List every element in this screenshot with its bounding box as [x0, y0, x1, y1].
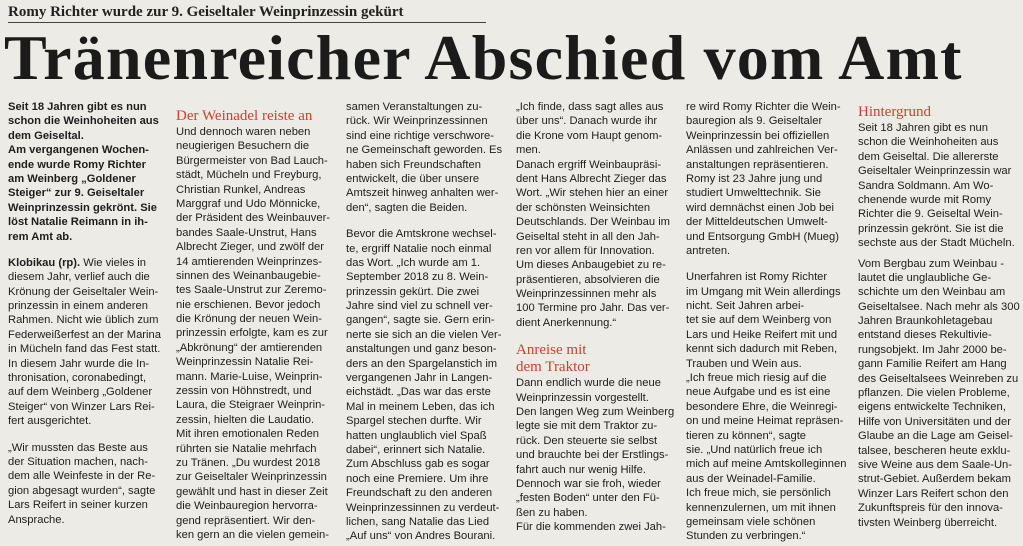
- text-line: sie. „Und natürlich freue ich: [686, 443, 823, 456]
- text-line: der Situation machen, nach-: [8, 455, 148, 468]
- text-line: mich auf meine Amtskolleginnen: [686, 458, 847, 471]
- text-line: Um dieses Anbaugebiet zu re-: [516, 259, 666, 272]
- text-line: Hilfe von Universitäten und der: [858, 415, 1011, 428]
- text-line: Freundschaft zu den anderen: [346, 487, 493, 500]
- text-line: prinzessin gekrönt. Sie ist die: [858, 222, 1004, 235]
- text-line: in Mücheln fand das Fest statt.: [8, 343, 161, 356]
- text-line: Laura, die Steigraer Weinprin-: [176, 399, 326, 412]
- text-line: Sandra Soldmann. Am Wo-: [858, 179, 994, 192]
- text-line: Weinprinzessinnen mehr als: [516, 288, 657, 301]
- column-6: [858, 104, 1018, 530]
- text-line: Jahre sind viel zu schnell ver-: [346, 300, 493, 313]
- text-line: aus der Weinadel-Familie.: [686, 472, 816, 485]
- text-line: den“, sagten die Beiden.: [346, 201, 468, 214]
- text-line: über uns“. Danach wurde ihr: [516, 115, 658, 128]
- text-line: das Wort. „Ich wurde am 1.: [346, 256, 481, 269]
- text-line: sinnen des Weinanbaugebie-: [176, 269, 321, 282]
- text-line: Richter die 9. Geiseltal Wein-: [858, 208, 1003, 221]
- text-line: Geiseltaler Weinprinzessin war: [858, 165, 1012, 178]
- text-line: Weinprinzessin vorgestellt.: [516, 391, 649, 404]
- text-line: ren vor allem für Innovation.: [516, 244, 655, 257]
- text-line: Unerfahren ist Romy Richter: [686, 271, 828, 284]
- text-line: mann. Marie-Luise, Weinprin-: [176, 370, 323, 383]
- text-line: Vom Bergbau zum Weinbau -: [858, 257, 1004, 270]
- paragraph: [686, 270, 848, 543]
- text-line: im Umgang mit Wein allerdings: [686, 285, 841, 298]
- subheading: Der Weinadel reiste an: [176, 108, 313, 124]
- text-line: Deutschlands. Der Weinbau im: [516, 216, 671, 229]
- text-line: schon die Weinhoheiten aus: [8, 115, 159, 128]
- paragraph: [858, 121, 1018, 251]
- text-line: Für die kommenden zwei Jah-: [516, 521, 666, 534]
- text-line: Seit 18 Jahren gibt es nun: [858, 122, 988, 134]
- text-line: „Ich finde, dass sagt alles aus: [516, 101, 664, 113]
- text-line: Krönung der Geiseltaler Wein-: [8, 285, 159, 298]
- text-line: sind eine richtige verschwore-: [346, 129, 494, 142]
- text-line: Spargel stechen durfte. Wir: [346, 415, 482, 428]
- text-line: am Weinberg „Goldener: [8, 172, 136, 185]
- text-line: diesem Jahr, verlief auch die: [8, 271, 150, 284]
- column-4: [516, 100, 676, 535]
- column-3: [346, 100, 508, 544]
- text-line: die Weinbauregion hervorra-: [176, 500, 318, 513]
- text-line: hatten unglaublich viel Spaß: [346, 429, 487, 442]
- text-line: wird demnächst einen Job bei: [686, 201, 835, 214]
- text-line: gewählt und hast in dieser Zeit: [176, 485, 328, 498]
- text-line: Bevor die Amtskrone wechsel-: [346, 228, 497, 241]
- text-line: gend repräsentiert. Wir den-: [176, 514, 316, 527]
- paragraph: [8, 270, 168, 428]
- column-5: [686, 100, 848, 544]
- text-line: Bürgermeister von Bad Lauch-: [176, 154, 328, 167]
- text-line: studiert Umwelttechnik. Sie: [686, 187, 821, 200]
- text-line: rück. Den steuerte sie selbst: [516, 434, 658, 447]
- subheading: dem Traktor: [516, 359, 590, 376]
- text-line: rück. Wir Weinprinzessinnen: [346, 115, 488, 128]
- text-line: gion abgesagt wurden“, sagte: [8, 484, 156, 497]
- text-line: samen Veranstaltungen zu-: [346, 101, 483, 113]
- text-line: kennt sich dadurch mit Reben,: [686, 343, 838, 356]
- text-line: die Krönung der neuen Wein-: [176, 313, 322, 326]
- text-line: dem Geiseltal. Die allererste: [858, 150, 999, 163]
- text-line: Seit 18 Jahren gibt es nun: [8, 101, 147, 113]
- intro-paragraph: [8, 100, 168, 244]
- text-line: „Ich freue mich riesig auf die: [686, 372, 827, 385]
- text-line: löst Natalie Reimann in ih-: [8, 216, 148, 229]
- paragraph: [858, 257, 1018, 530]
- text-line: prinzessin in einem anderen: [8, 300, 148, 313]
- text-line: Winzer Lars Reifert schon den: [858, 487, 1009, 500]
- text-line: Mit ihren emotionalen Reden: [176, 428, 320, 441]
- text-line: lichen, sang Natalie das Lied: [346, 515, 490, 528]
- text-line: Dennoch war sie froh, wieder: [516, 477, 661, 490]
- text-line: anstaltungen repräsentieren.: [686, 158, 829, 171]
- text-line: zessin von Höhnstredt, und: [176, 385, 312, 398]
- text-line: Weinprinzessin Natalie Rei-: [176, 356, 314, 369]
- text-line: dent Hans Albrecht Zieger das: [516, 172, 667, 185]
- text-line: städt, Mücheln und Freyburg,: [176, 169, 322, 182]
- text-line: prinzessin gekürt. Die zwei: [346, 285, 480, 298]
- text-line: Christian Runkel, Andreas: [176, 183, 306, 196]
- paragraph: [346, 227, 508, 544]
- text-line: und brauchte bei der Erstlings-: [516, 449, 669, 462]
- text-line: Stunden zu verbringen.“: [686, 530, 806, 543]
- text-line: Danach ergriff Weinbaupräsi-: [516, 158, 662, 171]
- text-line: rührten sie Natalie mehrfach: [176, 442, 317, 455]
- subheading: Hintergrund: [858, 104, 932, 120]
- text-line: Ansprache.: [8, 513, 65, 526]
- text-line: Zukunftspreis für den innova-: [858, 502, 1003, 515]
- text-line: ders an den Spargelanstich im: [346, 357, 498, 370]
- paragraph: [686, 100, 848, 258]
- text-line: gann Familie Reifert am Hang: [858, 358, 1007, 371]
- text-line: der schönsten Weinsichten: [516, 201, 651, 214]
- text-line: „festen Boden“ unter den Fü-: [516, 492, 660, 505]
- text-line: Marggraf und Udo Mönnicke,: [176, 197, 321, 210]
- text-line: dabei“, erinnert sich Natalie.: [346, 443, 486, 456]
- paragraph: [516, 158, 676, 331]
- text-line: antreten.: [686, 244, 731, 257]
- text-line: Dann endlich wurde die neue: [516, 377, 661, 390]
- text-line: entstand dieses Rekultivie-: [858, 329, 992, 342]
- text-line: ken gern an die vielen gemein-: [176, 528, 329, 541]
- text-line: re wird Romy Richter die Wein-: [686, 101, 841, 113]
- text-line: zessin, hielten die Laudatio.: [176, 413, 315, 426]
- paragraph: [176, 125, 336, 542]
- text-line: schon die Weinhoheiten aus: [858, 136, 999, 149]
- headline: Tränenreicher Abschied vom Amt: [4, 22, 963, 93]
- text-line: bauregion als 9. Geiseltaler: [686, 115, 823, 128]
- text-line: 14 amtierenden Weinprinzes-: [176, 255, 322, 268]
- text-line: gemeinsam viele schönen: [686, 515, 816, 528]
- text-line: noch eine Premiere. Um ihre: [346, 472, 489, 485]
- text-line: „Auf uns“ von Andres Bourani.: [346, 530, 496, 543]
- dateline-line: [8, 256, 168, 270]
- text-line: der Mitteldeutschen Umwelt-: [686, 216, 828, 229]
- text-line: der Präsident des Weinbauver-: [176, 212, 331, 225]
- text-line: Rahmen. Nicht wie üblich zum: [8, 314, 159, 327]
- text-line: Steiger“ zur 9. Geiseltaler: [8, 187, 145, 200]
- text-line: Lars Reifert in seiner kurzen: [8, 499, 148, 512]
- text-line: nicht. Seit Jahren arbei-: [686, 300, 805, 313]
- subheading: Anreise mit: [516, 342, 587, 359]
- text-line: neugierigen Besuchern die: [176, 140, 310, 153]
- text-line: Ich freue mich, sie persönlich: [686, 487, 831, 500]
- text-line: Federweißerfest an der Marina: [8, 328, 161, 341]
- text-line: präsentieren, absolvieren die: [516, 273, 660, 286]
- text-line: In diesem Jahr wurde die In-: [8, 357, 150, 370]
- text-line: neue Aufgabe und es ist eine: [686, 386, 831, 399]
- text-line: on und meine Heimat repräsen-: [686, 415, 844, 428]
- text-line: rungsobjekt. Im Jahr 2000 be-: [858, 343, 1007, 356]
- text-line: „Abkrönung“ der amtierenden: [176, 341, 323, 354]
- text-line: ne Gemeinschaft geworden. Es: [346, 144, 503, 157]
- text-line: Lars und Heike Reifert mit und: [686, 328, 838, 341]
- text-line: auf dem Weinberg „Goldener: [8, 386, 153, 399]
- paragraph: [516, 376, 676, 534]
- text-line: rem Amt ab.: [8, 230, 73, 243]
- text-line: sechste aus der Stadt Mücheln.: [858, 237, 1015, 250]
- text-line: zur Geiseltaler Weinprinzessin: [176, 471, 327, 484]
- text-line: chenende wurde mit Romy: [858, 193, 992, 206]
- paragraph: [346, 100, 508, 215]
- text-line: lautet die unglaubliche Ge-: [858, 271, 992, 284]
- text-line: ende wurde Romy Richter: [8, 158, 147, 171]
- text-line: besondere Ehre, die Weinregi-: [686, 400, 838, 413]
- text-line: die Krone vom Haupt genom-: [516, 129, 663, 142]
- text-line: nerte sie sich an die vielen Ver-: [346, 328, 502, 341]
- text-line: kennenzulernen, um mit ihnen: [686, 501, 836, 514]
- text-line: schichte um den Weinbau am: [858, 286, 1006, 299]
- text-line: Zum Abschluss gab es sogar: [346, 458, 490, 471]
- text-line: ßen zu haben.: [516, 506, 588, 519]
- text-line: „Wir mussten das Beste aus: [8, 441, 148, 454]
- text-line: dient Anerkennung.“: [516, 316, 617, 329]
- text-line: des Geiseltalsees Weinreben zu: [858, 372, 1019, 385]
- text-line: talsee, bescheren heute exklu-: [858, 444, 1011, 457]
- text-line: Weinprinzessinnen zu verdeut-: [346, 501, 500, 514]
- text-line: te, ergriff Natalie noch einmal: [346, 242, 492, 255]
- text-line: strut-Gebiet. Außerdem bekam: [858, 473, 1011, 486]
- text-line: Anlässen und zahlreichen Ver-: [686, 144, 838, 157]
- text-line: Geiseltalsee. Nach mehr als 300: [858, 300, 1020, 313]
- text-line: Steiger“ von Winzer Lars Rei-: [8, 400, 155, 413]
- text-line: Mal in meinem Leben, das ich: [346, 400, 495, 413]
- text-line: dem Geiseltal.: [8, 129, 84, 142]
- text-line: Weinprinzessin gekrönt. Sie: [8, 201, 157, 214]
- text-line: Jahren Braunkohletagebau: [858, 315, 993, 328]
- text-line: und Entsorgung GmbH (Mueg): [686, 230, 839, 243]
- text-line: sive Weine aus dem Saale-Un-: [858, 458, 1013, 471]
- text-line: tet sie auf dem Weinberg von: [686, 314, 832, 327]
- text-line: tieren zu können“, sagte: [686, 429, 807, 442]
- text-line: eichstädt. „Das war das erste: [346, 386, 491, 399]
- text-line: fahrt auch nur wenig Hilfe.: [516, 463, 646, 476]
- text-line: Amtszeit hinweg anhalten wer-: [346, 187, 499, 200]
- text-line: dem alle Weinfeste in der Re-: [8, 470, 156, 483]
- text-line: Albrecht Zieger, und zwölf der: [176, 241, 324, 254]
- text-line: 100 Termine pro Jahr. Das ver-: [516, 302, 670, 315]
- text-line: Glaube an die Lage am Geisel-: [858, 430, 1013, 443]
- text-line: Wort. „Wir stehen hier an einer: [516, 187, 669, 200]
- text-line: Trauben und Wein aus.: [686, 357, 802, 370]
- text-line: thronisation, coronabedingt,: [8, 372, 147, 385]
- text-line: men.: [516, 144, 541, 157]
- paragraph-start: Wie vieles in: [80, 256, 147, 269]
- text-line: gangen“, sagte sie. Gern erin-: [346, 314, 495, 327]
- text-line: legte sie mit dem Traktor zu-: [516, 420, 658, 433]
- text-line: Am vergangenen Wochen-: [8, 144, 149, 157]
- column-2: [176, 108, 336, 542]
- text-line: nie erschienen. Bevor jedoch: [176, 298, 321, 311]
- text-line: haben sich Freundschaften: [346, 158, 481, 171]
- text-line: bandes Saale-Unstrut, Hans: [176, 226, 317, 239]
- kicker: Romy Richter wurde zur 9. Geiseltaler Weinprinzessin gekürt: [8, 4, 404, 20]
- text-line: tes Saale-Unstrut zur Zeremo-: [176, 284, 327, 297]
- text-line: fert ausgerichtet.: [8, 415, 92, 428]
- text-line: vergangenen Jahr in Langen-: [346, 372, 493, 385]
- text-line: Weinprinzessin bei offiziellen: [686, 129, 830, 142]
- text-line: Und dennoch waren neben: [176, 126, 311, 138]
- text-line: entwickelt, die über unsere: [346, 172, 480, 185]
- text-line: Geiseltal steht in all den Jah-: [516, 230, 660, 243]
- text-line: pflanzen. Die vielen Probleme,: [858, 387, 1010, 400]
- text-line: zu Tränen. „Du wurdest 2018: [176, 456, 321, 469]
- paragraph: [516, 100, 676, 158]
- text-line: Den langen Weg zum Weinberg: [516, 406, 675, 419]
- text-line: anstaltungen und ganz beson-: [346, 343, 497, 356]
- text-line: September 2018 zu 8. Wein-: [346, 271, 489, 284]
- column-1: [8, 100, 168, 527]
- text-line: tivsten Weinberg überreicht.: [858, 516, 998, 529]
- text-line: prinzessin erfolgte, kam es zur: [176, 327, 328, 340]
- text-line: Romy ist 23 Jahre jung und: [686, 172, 823, 185]
- text-line: eigens entwickelte Techniken,: [858, 401, 1006, 414]
- paragraph: [8, 441, 168, 527]
- dateline: Klobikau (rp).: [8, 256, 81, 269]
